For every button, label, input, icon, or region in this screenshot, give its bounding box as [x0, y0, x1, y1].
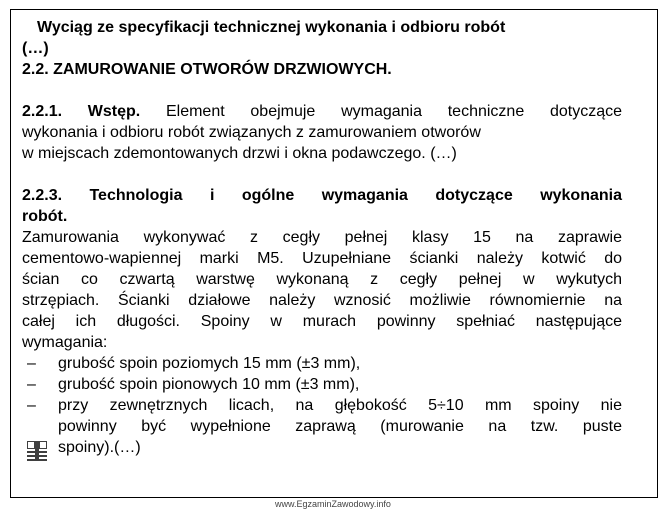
- bullet-item: grubość spoin pionowych 10 mm (±3 mm),: [58, 376, 360, 393]
- technology-line: Zamurowania wykonywać z cegły pełnej klasy 15 na zaprawie: [22, 229, 622, 246]
- bullet-item-continuation: powinny być wypełnione zaprawą (murowanie na tzw. puste: [58, 418, 622, 435]
- bullet-dash: –: [27, 355, 36, 372]
- bullet-dash: –: [27, 397, 36, 414]
- technology-heading-line2: robót.: [22, 208, 68, 225]
- bullet-item-continuation: spoiny).(…): [58, 439, 141, 456]
- bullet-item: przy zewnętrznych licach, na głębokość 5÷10 mm spoiny nie: [58, 397, 622, 414]
- intro-label: 2.2.1. Wstęp.: [22, 103, 141, 120]
- technology-line: ścian co czwartą warstwę wykonaną z cegły pełnej w wykutych: [22, 271, 622, 288]
- technology-line: strzępiach. Ścianki działowe należy wznosić możliwie równomiernie na: [22, 292, 622, 309]
- footer-watermark: www.EgzaminZawodowy.info: [275, 499, 391, 509]
- intro-line1: [22, 101, 622, 122]
- intro-line2: wykonania i odbioru robót związanych z zamurowaniem otworów: [22, 124, 481, 141]
- intro-line3: w miejscach zdemontowanych drzwi i okna podawczego. (…): [22, 145, 457, 162]
- technology-heading-line1: 2.2.3. Technologia i ogólne wymagania dotyczące wykonania: [22, 187, 622, 204]
- technology-line: całej ich długości. Spoiny w murach powinny spełniać następujące: [22, 313, 622, 330]
- section-heading: 2.2. ZAMUROWANIE OTWORÓW DRZWIOWYCH.: [22, 61, 392, 78]
- document-title-line2: (…): [22, 40, 49, 57]
- document-title-line1: Wyciąg ze specyfikacji technicznej wykonania i odbioru robót: [37, 19, 506, 36]
- bullet-item: grubość spoin poziomych 15 mm (±3 mm),: [58, 355, 361, 372]
- intro-text-line1: Element obejmuje wymagania techniczne dotyczące: [165, 103, 623, 120]
- qr-code-icon: [27, 441, 47, 461]
- bullet-dash: –: [27, 376, 36, 393]
- technology-line: cementowo-wapiennej marki M5. Uzupełniane ścianki należy kotwić do: [22, 250, 622, 267]
- technology-line: wymagania:: [22, 334, 108, 351]
